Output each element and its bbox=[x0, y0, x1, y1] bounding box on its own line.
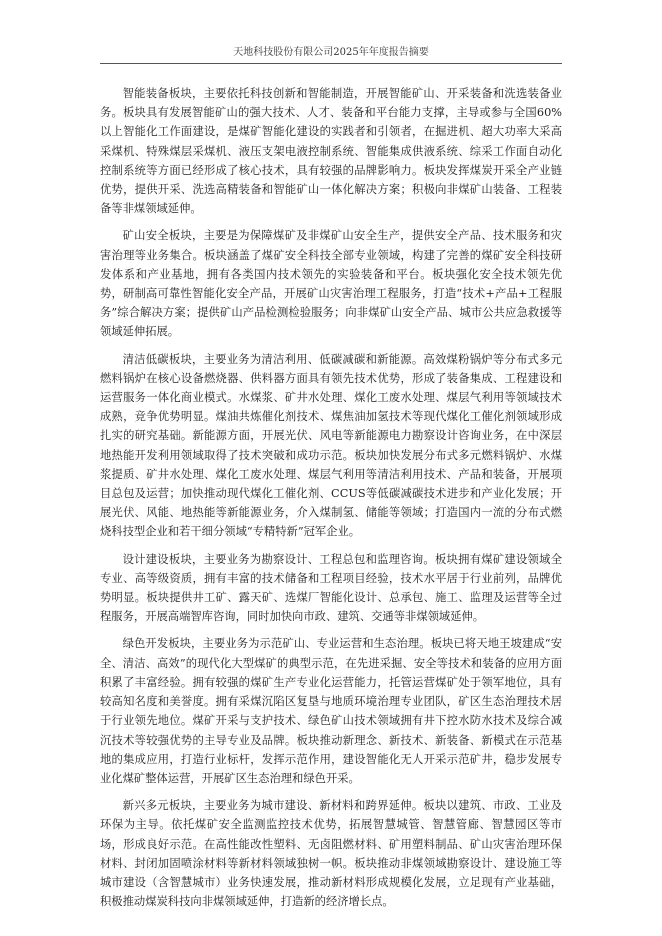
page-header: 天地科技股份有限公司2025年年度报告摘要 bbox=[233, 47, 429, 58]
paragraph-intelligent-equipment: 智能装备板块，主要依托科技创新和智能制造，开展智能矿山、开采装备和洗选装备业务。板块具有发展智能矿山的强大技术、人才、装备和平台能力支撑，主导或参与全国60%以上智能化工作面建设，是煤矿智能化建设的实践者和引领者，在掘进机、超大功率大采高采煤机、特殊煤层采煤机、液压支架电液控制系统、智能集成供液系统、综采工作面自动化控制系统等方面已经形成了核心技术，具有较强的品牌影响力。板块发挥煤炭开采全产业链优势，提供开采、洗选高精装备和智能矿山一体化解决方案；积极向非煤矿山装备、工程装备等非煤领域延伸。 bbox=[100, 87, 562, 216]
paragraph-emerging-diversified: 新兴多元板块，主要业务为城市建设、新材料和跨界延伸。板块以建筑、市政、工业及环保为主导。依托煤矿安全监测监控技术优势，拓展智慧城管、智慧管廊、智慧园区等市场，形成良好示范。在高性能改性塑料、无卤阻燃材料、矿用塑料制品、矿山灾害治理环保材料、封闭加固喷涂材料等新材料领域独树一帜。板块推动非煤领域勘察设计、建设施工等城市建设（含智慧城市）业务快速发展，推动新材料形成规模化发展，立足现有产业基础，积极推动煤炭科技向非煤领域延伸，打造新的经济增长点。 bbox=[100, 799, 562, 909]
header-divider bbox=[100, 63, 562, 64]
report-body bbox=[100, 84, 562, 919]
paragraph-clean-low-carbon: 清洁低碳板块，主要业务为清洁利用、低碳减碳和新能源。高效煤粉锅炉等分布式多元燃料锅炉在核心设备燃烧器、供料器方面具有领先技术优势，形成了装备集成、工程建设和运营服务一体化商业模式。水煤浆、矿井水处理、煤化工废水处理、煤层气利用等领域技术成熟，竞争优势明显。煤油共炼催化剂技术、煤焦油加氢技术等现代煤化工催化剂领域形成扎实的研究基础。新能源方面，开展光伏、风电等新能源电力勘察设计咨询业务，在中深层地热能开发利用领域取得了技术突破和成功示范。板块加快发展分布式多元燃料锅炉、水煤浆提质、矿井水处理、煤化工废水处理、煤层气利用等清洁利用技术、产品和装备，开展项目总包及运营；加快推动现代煤化工催化剂、CCUS等低碳减碳技术进步和产业化发展；开展光伏、风能、地热能等新能源业务，介入煤制氢、储能等领域；打造国内一流的分布式燃烧科技型企业和若干细分领域“专精特新”冠军企业。 bbox=[100, 352, 562, 539]
paragraph-mine-safety: 矿山安全板块，主要是为保障煤矿及非煤矿山安全生产，提供安全产品、技术服务和灾害治理等业务集合。板块涵盖了煤矿安全科技全部专业领域，构建了完善的煤矿安全科技研发体系和产业基地，拥有各类国内技术领先的实验装备和平台。板块强化安全技术领先优势，研制高可靠性智能化安全产品，开展矿山灾害治理工程服务，打造“技术+产品+工程服务”综合解决方案；提供矿山产品检测检验服务；向非煤矿山安全产品、城市公共应急救援等领域延伸拓展。 bbox=[100, 229, 562, 339]
paragraph-design-construction: 设计建设板块，主要业务为勘察设计、工程总包和监理咨询。板块拥有煤矿建设领域全专业、高等级资质，拥有丰富的技术储备和工程项目经验，技术水平居于行业前列，品牌优势明显。板块提供井工矿、露天矿、选煤厂智能化设计、总承包、施工、监理及运营等全过程服务，开展高端智库咨询，同时加快向市政、建筑、交通等非煤领域延伸。 bbox=[100, 552, 562, 624]
paragraph-green-development: 绿色开发板块，主要业务为示范矿山、专业运营和生态治理。板块已将天地王坡建成“安全、清洁、高效”的现代化大型煤矿的典型示范，在先进采掘、安全等技术和装备的应用方面积累了丰富经验。拥有较强的煤矿生产专业化运营能力，托管运营煤矿处于领军地位，具有较高知名度和美誉度。拥有采煤沉陷区复垦与地质环境治理专业团队，矿区生态治理技术居于行业领先地位。煤矿开采与支护技术、绿色矿山技术领域拥有井下控水防水技术及综合减沉技术等较强优势的主导专业及品牌。板块推动新理念、新技术、新装备、新模式在示范基地的集成应用，打造行业标杆，发挥示范作用，建设智能化无人开采示范矿井，稳步发展专业化煤矿整体运营，开展矿区生态治理和绿色开采。 bbox=[100, 637, 562, 785]
